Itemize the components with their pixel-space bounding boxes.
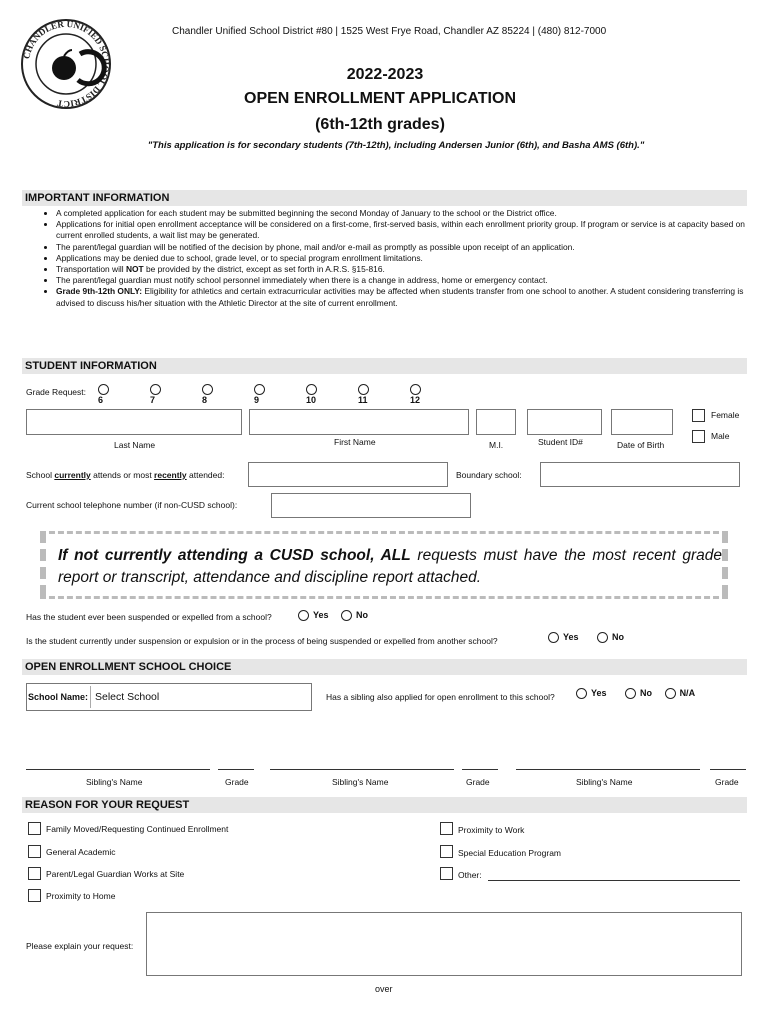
sibling-2-name-line[interactable]	[270, 769, 454, 770]
school-choice-heading: OPEN ENROLLMENT SCHOOL CHOICE	[22, 659, 747, 675]
suspension-no-label: No	[612, 632, 625, 642]
sibling-yes-label: Yes	[591, 688, 607, 698]
explain-label: Please explain your request:	[26, 941, 134, 951]
list-item: • Applications for initial open enrollment acceptance will be considered on a first-come, first-served basis, within each enrollment priority group. If program or service is at capacity based on current enrolled students, a wait list may be generated.	[56, 219, 756, 241]
current-school-label	[26, 470, 224, 480]
district-contact-line: Chandler Unified School District #80 | 1525 West Frye Road, Chandler AZ 85224 | (480) 812-7000	[172, 26, 607, 37]
recently-word: recently	[154, 470, 187, 480]
transcript-notice	[58, 545, 722, 589]
list-item: • Applications may be denied due to school, grade level, or to special program enrollment limitations.	[56, 253, 756, 264]
grade-9-radio[interactable]	[254, 384, 265, 395]
student-id-label: Student ID#	[538, 437, 583, 447]
grade-request-label: Grade Request:	[26, 387, 87, 397]
transport-text-end: be provided by the district, except as set forth in A.R.S. §15-816.	[143, 264, 385, 275]
notice-border-bottom	[40, 596, 728, 599]
notice-text: requests must have the most recent grade report or transcript, attendance and discipline report attached.	[58, 547, 723, 586]
grade-6-label: 6	[98, 395, 104, 406]
page-title: OPEN ENROLLMENT APPLICATION	[244, 90, 516, 107]
first-name-label: First Name	[334, 437, 376, 447]
grade-10-label: 10	[306, 395, 317, 406]
suspended-options	[298, 610, 368, 621]
grade-only-text: Eligibility for athletics and certain extracurricular activities may be affected when students transfer from one school to another. A student considering transferring is advised to discuss his/her situation with the Athletic Director at the site of current enrollment.	[56, 286, 744, 308]
sibling-3-grade-label: Grade	[715, 777, 739, 787]
mi-label: M.I.	[489, 440, 504, 450]
notice-border-right	[722, 531, 728, 597]
sibling-1-name-line[interactable]	[26, 769, 210, 770]
grades-subtitle: (6th-12th grades)	[315, 116, 445, 133]
mi-input[interactable]	[476, 409, 516, 435]
sibling-na-label: N/A	[679, 688, 696, 698]
grade-12-label: 12	[410, 395, 421, 406]
grade-6-radio[interactable]	[98, 384, 109, 395]
sibling-2-name-label: Sibling's Name	[332, 777, 389, 787]
phone-input[interactable]	[271, 493, 471, 518]
sibling-1-grade-label: Grade	[225, 777, 249, 787]
application-note: "This application is for secondary students (7th-12th), including Andersen Junior (6th), and Basha AMS (6th)."	[147, 140, 645, 151]
female-label: Female	[711, 410, 740, 420]
grade-10-radio[interactable]	[306, 384, 317, 395]
dob-input[interactable]	[611, 409, 673, 435]
student-id-input[interactable]	[527, 409, 602, 435]
sibling-1-name-label: Sibling's Name	[86, 777, 143, 787]
boundary-school-label: Boundary school:	[456, 470, 522, 480]
reason-parent-works-label: Parent/Legal Guardian Works at Site	[46, 869, 185, 879]
reason-other-line[interactable]	[488, 880, 740, 881]
grade-7-radio[interactable]	[150, 384, 161, 395]
list-item: • A completed application for each student may be submitted beginning the second Monday of January to the school or the District office.	[56, 208, 756, 219]
sibling-options	[576, 688, 695, 699]
reason-proximity-work-checkbox[interactable]	[440, 822, 453, 835]
suspended-no-radio[interactable]	[341, 610, 352, 621]
reason-other-label: Other:	[458, 870, 482, 880]
grade-11-radio[interactable]	[358, 384, 369, 395]
reason-proximity-home-checkbox[interactable]	[28, 889, 41, 902]
important-info-heading: IMPORTANT INFORMATION	[22, 190, 747, 206]
reason-proximity-work-label: Proximity to Work	[458, 825, 525, 835]
reason-parent-works-checkbox[interactable]	[28, 867, 41, 880]
sibling-3-name-line[interactable]	[516, 769, 700, 770]
current-school-input[interactable]	[248, 462, 448, 487]
dob-label: Date of Birth	[617, 440, 665, 450]
male-checkbox[interactable]	[692, 430, 705, 443]
sibling-no-radio[interactable]	[625, 688, 636, 699]
reason-family-moved-checkbox[interactable]	[28, 822, 41, 835]
suspended-yes-radio[interactable]	[298, 610, 309, 621]
transport-not: NOT	[125, 264, 144, 275]
grade-7-label: 7	[150, 395, 156, 406]
boundary-school-input[interactable]	[540, 462, 740, 487]
school-select[interactable]: Select School	[90, 686, 310, 708]
list-item	[56, 264, 756, 275]
first-name-input[interactable]	[249, 409, 469, 435]
last-name-input[interactable]	[26, 409, 242, 435]
school-name-label: School Name:	[28, 692, 89, 702]
reason-family-moved-label: Family Moved/Requesting Continued Enrollment	[46, 824, 229, 834]
sibling-3-name-label: Sibling's Name	[576, 777, 633, 787]
grade-8-label: 8	[202, 395, 208, 406]
suspended-question: Has the student ever been suspended or expelled from a school?	[26, 612, 272, 622]
grade-11-label: 11	[358, 395, 368, 406]
transport-text: Transportation will	[56, 264, 126, 275]
list-item	[56, 286, 756, 308]
female-checkbox[interactable]	[692, 409, 705, 422]
school-label-start: School	[26, 470, 55, 480]
student-info-heading: STUDENT INFORMATION	[22, 358, 747, 374]
notice-border-left	[40, 531, 46, 597]
grade-9-label: 9	[254, 395, 260, 406]
reason-special-ed-label: Special Education Program	[458, 848, 562, 858]
reason-special-ed-checkbox[interactable]	[440, 845, 453, 858]
sibling-no-label: No	[640, 688, 653, 698]
grade-only-label: Grade 9th-12th ONLY:	[56, 286, 143, 297]
suspended-yes-label: Yes	[313, 610, 329, 620]
sibling-question: Has a sibling also applied for open enrollment to this school?	[326, 692, 555, 702]
school-label-end: attended:	[186, 470, 225, 480]
school-year: 2022-2023	[346, 66, 424, 83]
reason-proximity-home-label: Proximity to Home	[46, 891, 116, 901]
grade-12-radio[interactable]	[410, 384, 421, 395]
notice-border-top	[40, 531, 728, 534]
reason-general-academic-checkbox[interactable]	[28, 845, 41, 858]
last-name-label: Last Name	[114, 440, 156, 450]
over-label: over	[375, 984, 393, 994]
suspension-question: Is the student currently under suspension or expulsion or in the process of being suspended or expelled from another school?	[26, 636, 498, 646]
sibling-3-grade-line[interactable]	[710, 769, 746, 770]
reason-other-checkbox[interactable]	[440, 867, 453, 880]
sibling-na-radio[interactable]	[665, 688, 676, 699]
school-label-mid: attends or most	[90, 470, 155, 480]
sibling-1-grade-line[interactable]	[218, 769, 254, 770]
suspension-yes-label: Yes	[563, 632, 579, 642]
suspension-no-radio[interactable]	[597, 632, 608, 643]
list-item: • The parent/legal guardian must notify school personnel immediately when there is a change in address, home or emergency contact.	[56, 275, 756, 286]
phone-label: Current school telephone number (if non-CUSD school):	[26, 500, 238, 510]
important-info-list	[48, 208, 756, 309]
suspension-options	[548, 632, 624, 643]
reason-heading: REASON FOR YOUR REQUEST	[22, 797, 747, 813]
male-label: Male	[711, 431, 730, 441]
sibling-yes-radio[interactable]	[576, 688, 587, 699]
explain-textarea[interactable]	[146, 912, 742, 976]
suspension-yes-radio[interactable]	[548, 632, 559, 643]
sibling-2-grade-line[interactable]	[462, 769, 498, 770]
list-item: • The parent/legal guardian will be notified of the decision by phone, mail and/or e-mail as promptly as possible upon receipt of an application.	[56, 242, 756, 253]
notice-bold: If not currently attending a CUSD school, ALL	[58, 547, 411, 564]
sibling-2-grade-label: Grade	[466, 777, 490, 787]
currently-word: currently	[54, 470, 91, 480]
reason-general-academic-label: General Academic	[46, 847, 116, 857]
svg-text:CHANDLER UNIFIED SCHOOL DISTRI: CHANDLER UNIFIED SCHOOL DISTRICT	[21, 18, 112, 110]
suspended-no-label: No	[356, 610, 369, 620]
grade-8-radio[interactable]	[202, 384, 213, 395]
